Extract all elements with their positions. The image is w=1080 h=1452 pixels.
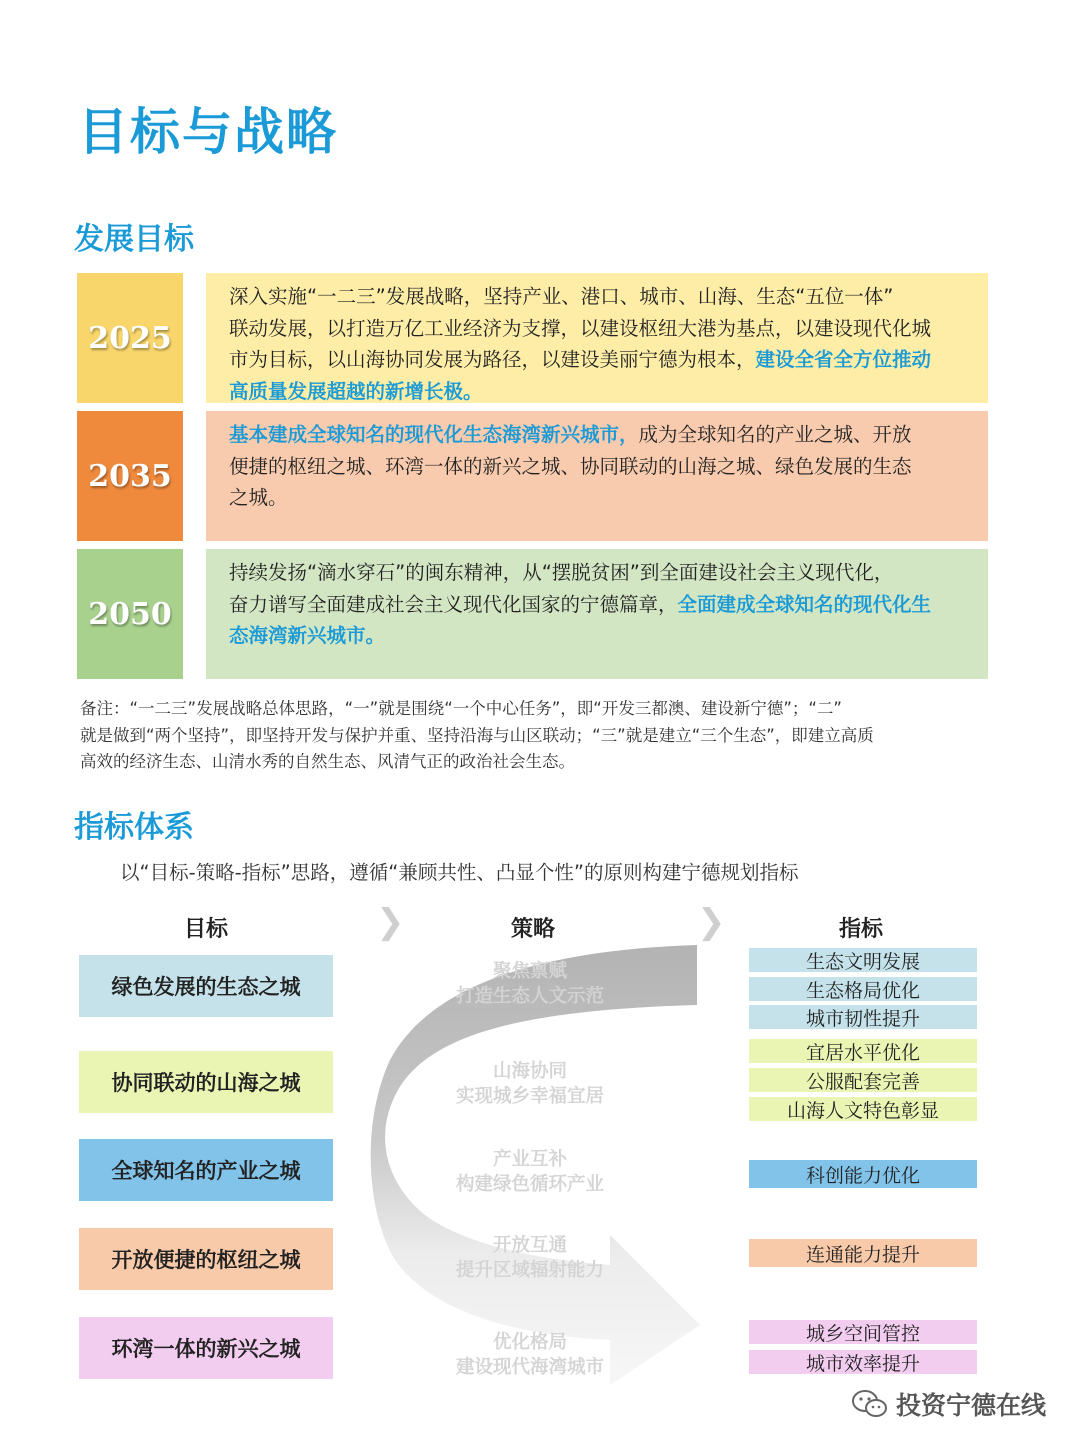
- year-label: 2050: [88, 596, 172, 632]
- strategy-item: 开放互通 提升区域辐射能力: [455, 1235, 604, 1281]
- note-line: 高效的经济生态、山清水秀的自然生态、风清气正的政治社会生态。: [80, 752, 575, 771]
- header-indicator: 指标: [839, 917, 884, 942]
- indicator-item: 科创能力优化: [749, 1160, 977, 1188]
- indicator-item: 宜居水平优化: [749, 1039, 977, 1063]
- year-2050-box: [77, 549, 183, 679]
- goal-item: 协同联动的山海之城: [79, 1051, 333, 1113]
- goal-item: 绿色发展的生态之城: [79, 955, 333, 1017]
- strategy-item: 产业互补 构建绿色循环产业: [455, 1149, 604, 1195]
- goal-text-2050: [206, 549, 988, 679]
- highlight-text: 态海湾新兴城市。: [229, 624, 386, 647]
- section-title-indicators: 指标体系: [74, 810, 194, 845]
- indicator-item: 连通能力提升: [749, 1239, 977, 1267]
- strategy-item: 山海协同 实现城乡幸福宜居: [455, 1061, 604, 1107]
- year-2025-box: [77, 273, 183, 403]
- goal-text-2025: [206, 273, 988, 403]
- goal-item: 全球知名的产业之城: [79, 1139, 333, 1201]
- header-goal: 目标: [184, 917, 229, 942]
- highlight-text: 全面建成全球知名的现代化生: [677, 592, 932, 616]
- wechat-icon: [852, 1389, 888, 1419]
- note-line: 就是做到“两个坚持”，即坚持开发与保护并重、坚持沿海与山区联动；“三”就是建立“三个生态”，即建立高质: [80, 725, 874, 745]
- chevron-right-icon: ❯: [376, 902, 405, 942]
- section-title-goals: 发展目标: [74, 222, 194, 257]
- goal-item: 开放便捷的枢纽之城: [79, 1228, 333, 1290]
- note-line: 备注：“一二三”发展战略总体思路，“一”就是围绕“一个中心任务”，即“开发三都澳、建设新宁德”；“二”: [80, 699, 842, 718]
- indicator-item: 城市韧性提升: [749, 1005, 977, 1029]
- year-label: 2025: [88, 320, 172, 356]
- chevron-right-icon: ❯: [697, 902, 726, 942]
- indicator-item: 城市效率提升: [749, 1350, 977, 1374]
- highlight-text: 建设全省全方位推动: [755, 348, 932, 371]
- header-strategy: 策略: [511, 917, 556, 942]
- text-line: 市为目标，以山海协同发展为路径，以建设美丽宁德为根本，建设全省全方位推动: [229, 348, 932, 371]
- text-line: 奋力谱写全面建成社会主义现代化国家的宁德篇章，全面建成全球知名的现代化生: [229, 592, 932, 616]
- strategy-item: 聚焦禀赋 打造生态人文示范: [455, 961, 604, 1007]
- section-intro: 以“目标-策略-指标”思路，遵循“兼顾共性、凸显个性”的原则构建宁德规划指标: [120, 861, 799, 884]
- highlight-text: 高质量发展超越的新增长极。: [229, 379, 483, 403]
- indicator-item: 山海人文特色彰显: [749, 1097, 977, 1121]
- goal-item: 环湾一体的新兴之城: [79, 1317, 333, 1379]
- watermark: [852, 1386, 1046, 1422]
- year-label: 2035: [88, 458, 172, 494]
- strategy-item: 优化格局 建设现代海湾城市: [455, 1332, 604, 1378]
- goal-text-2035: [206, 411, 988, 541]
- indicator-item: 公服配套完善: [749, 1068, 977, 1092]
- year-2035-box: [77, 411, 183, 541]
- text-line: 之城。: [229, 486, 288, 509]
- highlight-text: 基本建成全球知名的现代化生态海湾新兴城市，: [229, 423, 639, 446]
- text-line: 持续发扬“滴水穿石”的闽东精神，从“摆脱贫困”到全面建设社会主义现代化，: [229, 561, 894, 584]
- indicator-item: 生态格局优化: [749, 977, 977, 1001]
- text-line: 联动发展，以打造万亿工业经济为支撑，以建设枢纽大港为基点，以建设现代化城: [229, 316, 932, 340]
- footnote: [80, 696, 1010, 776]
- page-title: 目标与战略: [78, 103, 338, 161]
- text-line: 深入实施“一二三”发展战略，坚持产业、港口、城市、山海、生态“五位一体”: [229, 285, 894, 308]
- watermark-text: 投资宁德在线: [895, 1391, 1046, 1420]
- text-line: 基本建成全球知名的现代化生态海湾新兴城市，成为全球知名的产业之城、开放: [229, 423, 912, 446]
- text-line: 便捷的枢纽之城、环湾一体的新兴之城、协同联动的山海之城、绿色发展的生态: [229, 454, 912, 478]
- indicator-item: 城乡空间管控: [749, 1320, 977, 1344]
- indicator-item: 生态文明发展: [749, 948, 977, 972]
